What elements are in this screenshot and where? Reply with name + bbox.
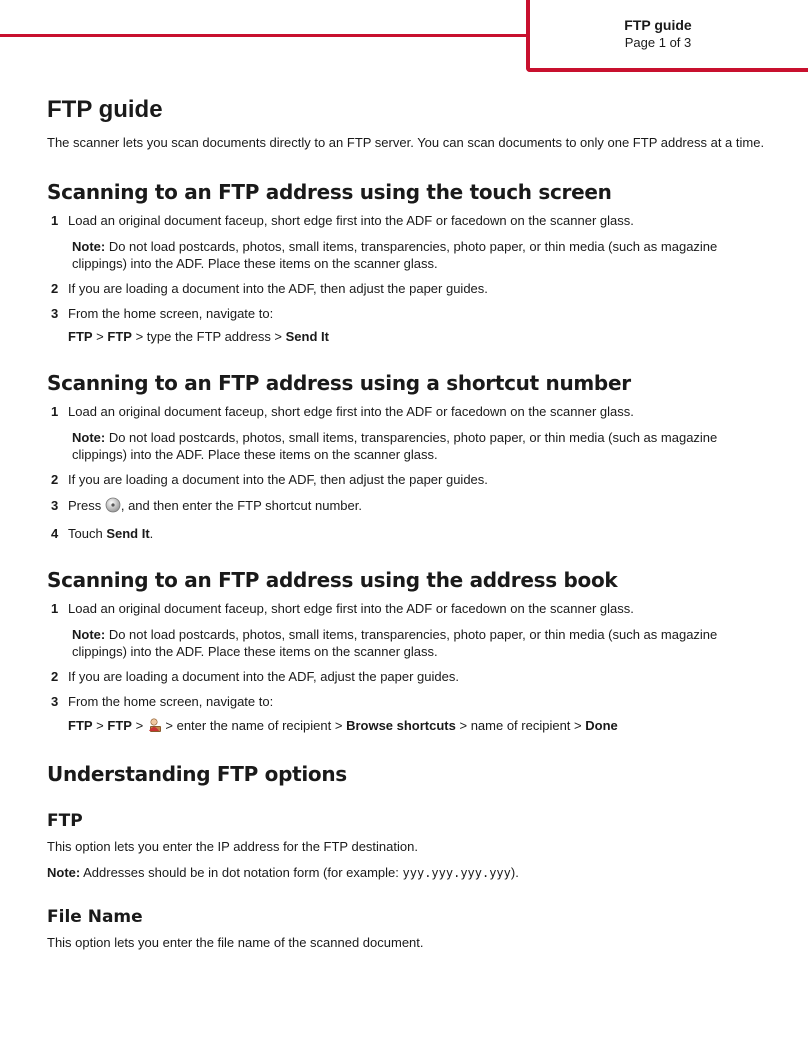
step — [47, 212, 775, 230]
step-text: If you are loading a document into the ADF, adjust the paper guides. — [68, 669, 459, 684]
header-title: FTP guide — [624, 17, 692, 33]
step — [47, 280, 775, 298]
step-number: 4 — [51, 526, 59, 541]
step — [47, 471, 775, 489]
step-text: . — [149, 526, 154, 541]
step-text: Load an original document faceup, short edge first into the ADF or facedown on the scanner glass. — [68, 601, 634, 616]
section-title-touch-screen: Scanning to an FTP address using the touch screen — [47, 180, 612, 204]
header-rule — [0, 34, 528, 37]
step-text: If you are loading a document into the ADF, then adjust the paper guides. — [68, 281, 488, 296]
step — [47, 497, 775, 518]
step-number: 3 — [51, 306, 59, 321]
step-text: Load an original document faceup, short edge first into the ADF or facedown on the scanner glass. — [68, 404, 634, 419]
step-number: 1 — [51, 213, 59, 228]
header-page-number: Page 1 of 3 — [624, 35, 692, 50]
navigation-path — [47, 328, 775, 346]
note-text: Do not load postcards, photos, small items, transparencies, photo paper, or thin media (such as magazine clippings) into the ADF. Place these items on the scanner glass. — [72, 627, 718, 659]
document-body — [47, 94, 775, 952]
note-text: Addresses should be in dot notation form (for example: — [80, 865, 403, 880]
note-label: Note: — [72, 239, 106, 254]
step-bold-text: Send It — [106, 526, 150, 541]
step-number: 2 — [51, 669, 59, 684]
intro-paragraph: The scanner lets you scan documents directly to an FTP server. You can scan documents to only one FTP address at a time. — [47, 135, 765, 150]
path-item: FTP — [107, 718, 132, 733]
step — [47, 600, 775, 618]
file-name-description: This option lets you enter the file name of the scanned document. — [47, 935, 424, 950]
path-item: Done — [585, 718, 618, 733]
section-title-shortcut-number: Scanning to an FTP address using a shortcut number — [47, 371, 631, 395]
subsection-title-ftp: FTP — [47, 811, 83, 831]
step-text: Load an original document faceup, short edge first into the ADF or facedown on the scanner glass. — [68, 213, 634, 228]
note — [47, 429, 775, 463]
path-item: FTP — [107, 329, 132, 344]
ftp-description: This option lets you enter the IP address for the FTP destination. — [47, 839, 418, 854]
path-item: Browse shortcuts — [346, 718, 456, 733]
step — [47, 525, 775, 543]
path-text: > type the FTP address > — [131, 329, 286, 344]
note-label: Note: — [47, 865, 81, 880]
note-text: Do not load postcards, photos, small items, transparencies, photo paper, or thin media (such as magazine clippings) into the ADF. Place these items on the scanner glass. — [72, 430, 718, 462]
path-separator: > — [92, 329, 108, 344]
ftp-note — [47, 864, 775, 882]
step — [47, 305, 775, 323]
step-number: 3 — [51, 498, 59, 513]
step-text: From the home screen, navigate to: — [68, 694, 274, 709]
path-text: > enter the name of recipient > — [161, 718, 347, 733]
path-item: FTP — [68, 718, 93, 733]
step-text: Touch — [68, 526, 107, 541]
step-number: 1 — [51, 601, 59, 616]
step-number: 3 — [51, 694, 59, 709]
step-text: From the home screen, navigate to: — [68, 306, 274, 321]
note-text: ). — [510, 865, 519, 880]
step — [47, 403, 775, 421]
subsection-title-file-name: File Name — [47, 907, 143, 927]
shortcut-key-icon — [105, 497, 121, 518]
path-item: Send It — [285, 329, 329, 344]
note — [47, 238, 775, 272]
navigation-path — [47, 717, 775, 738]
step-number: 2 — [51, 472, 59, 487]
step — [47, 668, 775, 686]
step-text: Press — [68, 498, 105, 513]
path-item: FTP — [68, 329, 93, 344]
document-title: FTP guide — [47, 96, 163, 123]
step-text: , and then enter the FTP shortcut number. — [120, 498, 362, 513]
note-label: Note: — [72, 627, 106, 642]
section-title-address-book: Scanning to an FTP address using the address book — [47, 568, 618, 592]
path-separator: > — [131, 718, 147, 733]
section-title-ftp-options: Understanding FTP options — [47, 762, 347, 786]
path-separator: > — [92, 718, 108, 733]
step-number: 1 — [51, 404, 59, 419]
note-label: Note: — [72, 430, 106, 445]
step-text: If you are loading a document into the ADF, then adjust the paper guides. — [68, 472, 488, 487]
address-book-icon — [147, 717, 162, 738]
step — [47, 693, 775, 711]
step-number: 2 — [51, 281, 59, 296]
path-text: > name of recipient > — [455, 718, 586, 733]
note — [47, 626, 775, 660]
ip-example: yyy.yyy.yyy.yyy — [402, 866, 511, 880]
note-text: Do not load postcards, photos, small items, transparencies, photo paper, or thin media (such as magazine clippings) into the ADF. Place these items on the scanner glass. — [72, 239, 718, 271]
